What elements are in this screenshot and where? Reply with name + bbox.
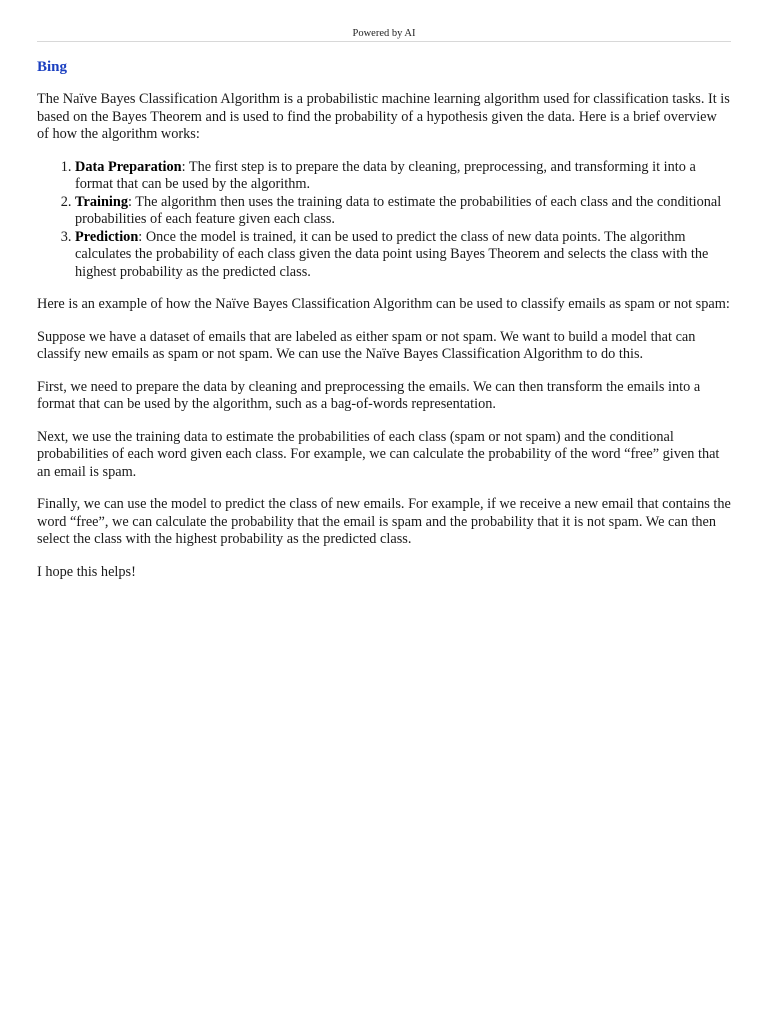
step-text: : The first step is to prepare the data by cleaning, preprocessing, and transforming it into a format that can be used by the algorithm. bbox=[75, 158, 696, 192]
steps-list bbox=[37, 159, 731, 282]
training-paragraph: Next, we use the training data to estimate the probabilities of each class (spam or not spam) and the conditional probabilities of each word given each class. For example, we can calculate the probability of the word “free” given that an email is spam. bbox=[37, 428, 720, 480]
step-term: Prediction bbox=[75, 228, 139, 245]
powered-by-label: Powered by AI bbox=[352, 28, 416, 39]
step-term: Data Preparation bbox=[75, 158, 182, 175]
header-divider bbox=[37, 41, 731, 42]
dataset-paragraph: Suppose we have a dataset of emails that are labeled as either spam or not spam. We want to build a model that can classify new emails as spam or not spam. We can use the Naïve Bayes Classification Algorithm to do this. bbox=[37, 328, 696, 362]
response-body bbox=[37, 57, 731, 596]
list-item bbox=[75, 229, 731, 282]
intro-paragraph: The Naïve Bayes Classification Algorithm is a probabilistic machine learning algorithm used for classification tasks. It is based on the Bayes Theorem and is used to find the probability of a hypothesis given the data. Here is a brief overview of how the algorithm works: bbox=[37, 91, 730, 142]
prediction-paragraph: Finally, we can use the model to predict the class of new emails. For example, if we receive a new email that contains the word “free”, we can calculate the probability that the email is spam and the probability that it is not spam. We can then select the class with the highest probability as the predicted class. bbox=[37, 496, 731, 547]
step-text: : Once the model is trained, it can be used to predict the class of new data points. The algorithm calculates the probability of each class given the data point using Bayes Theorem and selects the class with the highest probability as the predicted class. bbox=[75, 228, 709, 280]
step-text: : The algorithm then uses the training data to estimate the probabilities of each class and the conditional probabilities of each feature given each class. bbox=[75, 193, 722, 227]
list-item bbox=[75, 159, 731, 194]
preparation-paragraph: First, we need to prepare the data by cleaning and preprocessing the emails. We can then transform the emails into a format that can be used by the algorithm, such as a bag-of-words representation. bbox=[37, 378, 701, 412]
example-intro-paragraph: Here is an example of how the Naïve Bayes Classification Algorithm can be used to classify emails as spam or not spam: bbox=[37, 296, 730, 312]
source-title: Bing bbox=[37, 59, 68, 75]
list-item bbox=[75, 194, 731, 229]
closing-paragraph: I hope this helps! bbox=[37, 563, 136, 580]
step-term: Training bbox=[75, 193, 128, 210]
